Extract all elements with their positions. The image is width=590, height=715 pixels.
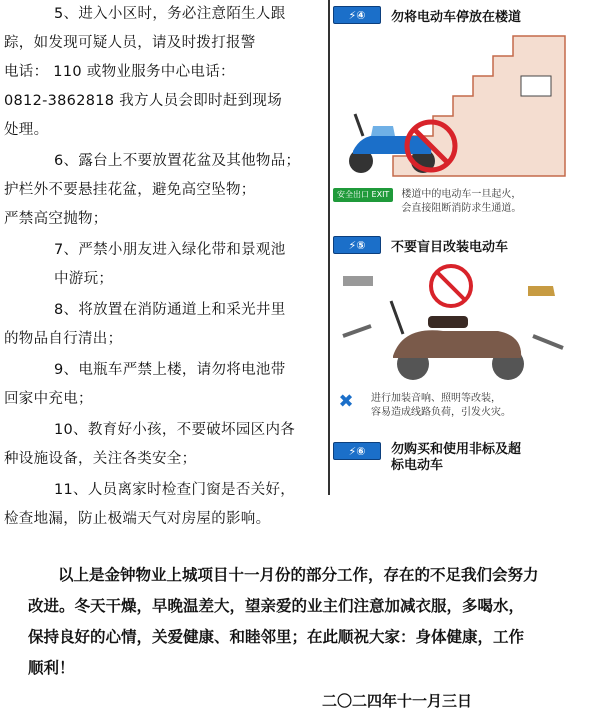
item-6-line-3: 严禁高空抛物；	[4, 211, 108, 227]
section-5-badge: ⚡ ⑤	[333, 236, 381, 254]
prohibited-icon	[431, 266, 471, 306]
section-4-caption-line-2: 会直接阻断消防求生通道。	[401, 203, 522, 214]
section-6-number: ⑥	[356, 444, 366, 458]
item-11	[4, 476, 326, 534]
section-4-header	[333, 4, 573, 26]
item-5-line-2: 踪，如发现可疑人员，请及时拨打报警	[4, 35, 256, 51]
section-4-caption-line-1: 楼道中的电动车一旦起火，	[401, 189, 522, 200]
item-10	[4, 416, 326, 474]
tools-icon: ✖	[338, 391, 354, 412]
closing-line-4: 顺利！	[28, 659, 75, 677]
section-4-number: ④	[356, 8, 366, 22]
section-6-heading-line-2: 标电动车	[391, 458, 444, 473]
screwdriver-icon	[343, 326, 371, 336]
item-11-line-2: 检查地漏，防止极端天气对房屋的影响。	[4, 511, 271, 527]
column-divider	[328, 0, 330, 495]
closing-line-3: 保持良好的心情，关爱健康、和睦邻里；在此顺祝大家：身体健康，工作	[28, 628, 525, 646]
section-5-caption-line-2: 容易造成线路负荷，引发火灾。	[371, 407, 511, 418]
item-5-line-1: 5、进入小区时，务必注意陌生人跟	[54, 6, 286, 22]
item-7-line-1: 7、严禁小朋友进入绿化带和景观池	[54, 242, 286, 258]
item-9-line-2: 回家中充电；	[4, 391, 93, 407]
section-5-heading: 不要盲目改装电动车	[391, 239, 509, 255]
hammer-icon	[343, 276, 373, 286]
item-10-line-1: 10、教育好小孩，不要破坏园区内各	[54, 422, 296, 438]
item-11-line-1: 11、人员离家时检查门窗是否关好，	[54, 482, 296, 498]
section-6-badge: ⚡ ⑥	[333, 442, 381, 460]
scooter-icon	[391, 301, 524, 380]
item-6-line-1: 6、露台上不要放置花盆及其他物品；	[54, 153, 301, 169]
item-7-line-2: 中游玩；	[54, 271, 114, 287]
item-5	[4, 0, 326, 145]
item-8-line-2: 的物品自行清出；	[4, 331, 123, 347]
item-8-line-1: 8、将放置在消防通道上和采光井里	[54, 302, 286, 318]
section-4-caption-row	[333, 188, 573, 216]
left-column	[4, 0, 326, 536]
item-5-line-4: 0812-3862818 我方人员会即时赶到现场	[4, 93, 283, 109]
item-9-line-1: 9、电瓶车严禁上楼，请勿将电池带	[54, 362, 286, 378]
item-9	[4, 356, 326, 414]
wrench-icon	[533, 336, 563, 348]
section-5-caption-row	[333, 392, 573, 420]
section-4-badge: ⚡ ④	[333, 6, 381, 24]
section-6-header	[333, 442, 573, 473]
closing-paragraph	[28, 560, 568, 684]
item-8	[4, 296, 326, 354]
section-5-number: ⑤	[356, 238, 366, 252]
section-6-heading-line-1: 勿购买和使用非标及超	[391, 442, 522, 457]
scooter-stairs-illustration	[333, 26, 573, 186]
drill-icon	[528, 286, 555, 296]
item-5-line-3: 电话： 110 或物业服务中心电话：	[4, 64, 235, 80]
item-6	[4, 147, 326, 234]
document-date: 二〇二四年十一月三日	[322, 692, 473, 710]
section-5-caption	[371, 392, 511, 420]
closing-line-2: 改进。冬天干燥，早晚温差大，望亲爱的业主们注意加减衣服，多喝水，	[28, 597, 525, 615]
section-4-caption	[401, 188, 521, 216]
closing-text	[28, 560, 568, 684]
item-7	[4, 236, 326, 294]
item-10-line-2: 种设施设备，关注各类安全；	[4, 451, 197, 467]
safety-poster	[333, 0, 573, 495]
section-4-heading: 勿将电动车停放在楼道	[391, 9, 522, 25]
item-6-line-2: 护栏外不要悬挂花盆，避免高空坠物；	[4, 182, 256, 198]
section-5-header	[333, 234, 573, 256]
wall-sign-icon	[521, 76, 551, 96]
exit-sign: 安全出口 EXIT	[333, 188, 393, 202]
section-5-caption-line-1: 进行加装音响、照明等改装，	[371, 393, 501, 404]
closing-line-1: 以上是金钟物业上城项目十一月份的部分工作，存在的不足我们会努力	[58, 566, 539, 584]
section-6-heading	[391, 442, 521, 474]
modified-scooter-illustration	[333, 256, 573, 386]
item-5-line-5: 处理。	[4, 122, 49, 138]
